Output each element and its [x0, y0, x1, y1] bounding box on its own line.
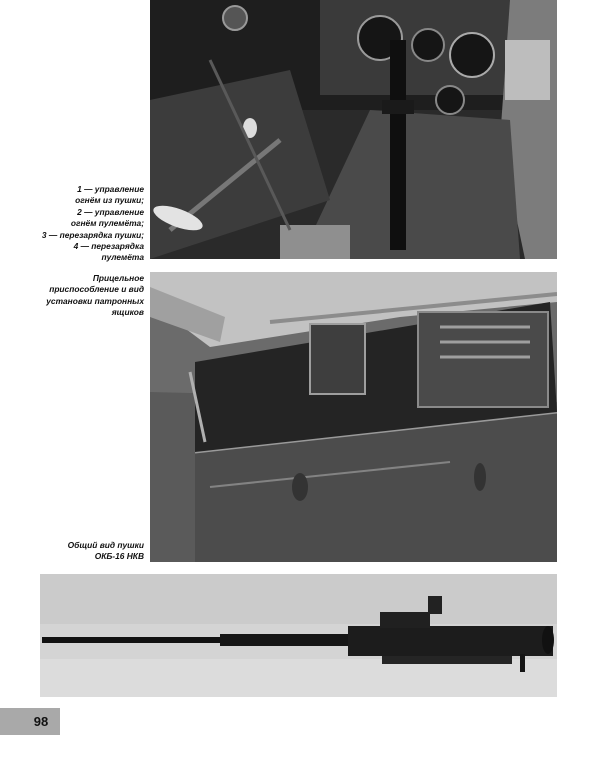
page-number: 98 — [33, 714, 49, 729]
cannon-bay-photo — [150, 272, 557, 562]
sight-caption-line: ящиков — [111, 307, 144, 318]
cockpit-caption-line: 4 — перезарядка — [73, 241, 144, 252]
cannon-photo — [40, 574, 557, 697]
cockpit-caption-line: пулемёта — [101, 252, 144, 263]
cockpit-caption-line: огнём пулемёта; — [70, 218, 144, 229]
sight-caption — [46, 273, 144, 319]
cannon-caption-line: Общий вид пушки — [67, 540, 144, 550]
cockpit-photo — [150, 0, 557, 259]
cockpit-caption-line: огнём из пушки; — [75, 195, 144, 206]
cockpit-caption-line: 2 — управление — [77, 206, 144, 217]
cockpit-caption-line: 1 — управление — [77, 184, 144, 194]
cockpit-caption — [42, 184, 144, 264]
cannon-caption-line: ОКБ-16 НКВ — [94, 551, 144, 562]
cockpit-caption-line: 3 — перезарядка пушки; — [41, 229, 144, 240]
cannon-caption — [68, 540, 144, 563]
sight-caption-line: установки патронных — [46, 295, 144, 306]
sight-caption-line: приспособление и вид — [49, 284, 144, 295]
page-number-tab — [0, 708, 60, 735]
sight-caption-line: Прицельное — [92, 273, 144, 283]
